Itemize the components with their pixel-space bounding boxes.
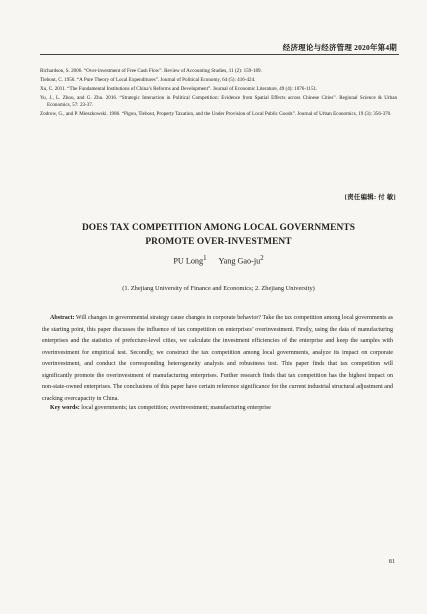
- header-rule: [40, 54, 399, 55]
- author-affiliation-mark: 1: [203, 255, 207, 262]
- keywords-label: Key words:: [50, 405, 80, 411]
- title-line: PROMOTE OVER-INVESTMENT: [145, 237, 292, 247]
- keywords: [42, 403, 393, 415]
- author-name: PU Long: [173, 256, 204, 266]
- page-number: 81: [388, 558, 395, 565]
- reference-item: Yu, J., L. Zhou, and G. Zhu. 2016. “Strategic Interaction in Political Competition: Evidence from Spatial Effects across Chinese Cities”. Regional Science & Urban Economics, 57: 23-37.: [40, 94, 397, 108]
- reference-item: Xu, C. 2011. “The Fundamental Institutions of China’s Reforms and Development”. Journal of Economic Literature, 49 (4): 1076-1151.: [40, 85, 318, 92]
- author-name: Yang Gao-ju: [218, 256, 261, 266]
- abstract-label: Abstract:: [50, 315, 75, 321]
- journal-header: 经济理论与经济管理 2020年第4期: [282, 43, 397, 52]
- title-line: DOES TAX COMPETITION AMONG LOCAL GOVERNMENTS: [81, 223, 356, 233]
- author-affiliation-mark: 2: [260, 255, 264, 262]
- affiliations: (1. Zhejiang University of Finance and Economics; 2. Zhejiang University): [122, 285, 315, 292]
- reference-item: Richardson, S. 2006. “Over-investment of Free Cash Flow”. Review of Accounting Studies, 11 (2): 159-189.: [40, 68, 262, 74]
- paper-title: [40, 221, 397, 249]
- abstract-text: Will changes in governmental strategy cause changes in corporate behavior? Take the tax competition among local governments as the starting point, this paper discusses the influence of tax competition on enterprises’ overinvestment. Firstly, using the data of manufacturing enterprises and the statistics of prefecture-level cities, we calculate the investment efficiencies of the enterprise and keep the samples with overinvestment for empirical test. Secondly, we construct the tax competition among local governments, analyze its impact on corporate overinvestment, and conduct the corresponding heterogeneity analysis and robustness test. This paper finds that tax competition will significantly promote the overinvestment of manufacturing enterprises. Further research finds that tax competition has the highest impact on non-state-owned enterprises. The conclusions of this paper have certain reference significance for the current industrial structural adjustment and cracking overcapacity in China.: [42, 315, 393, 402]
- reference-list: [40, 68, 397, 118]
- responsible-editor: [责任编辑: 付 敏]: [344, 194, 396, 201]
- reference-item: Zodrow, G., and P. Mieszkowski. 1986. “Pigou, Tiebout, Property Taxation, and the Under Provision of Local Public Goods”. Journal of Urban Economics, 19 (3): 356-370.: [40, 110, 392, 117]
- abstract: [42, 313, 393, 405]
- keywords-text: local governments; tax competition; overinvestment; manufacturing enterprise: [79, 405, 271, 411]
- author-line: [40, 255, 397, 266]
- reference-item: Tiebout, C. 1956. “A Pure Theory of Local Expenditures”. Journal of Political Economy, 64 (5): 416-424.: [40, 76, 256, 83]
